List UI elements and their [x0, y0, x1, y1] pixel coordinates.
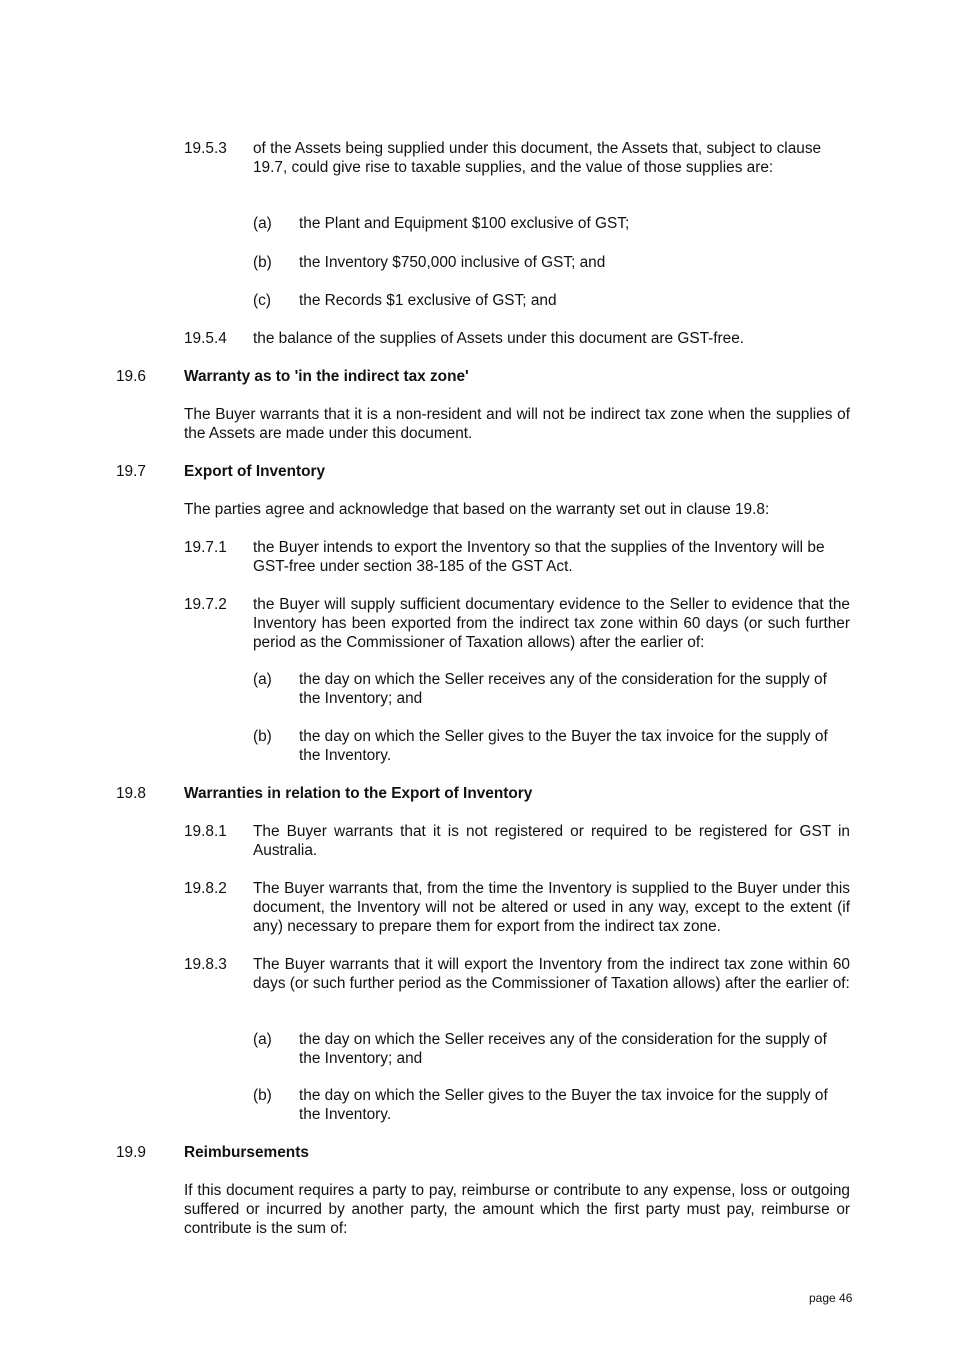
clause-number: 19.8.2 [184, 880, 227, 897]
item-label: (c) [253, 292, 271, 309]
item-text: the day on which the Seller receives any of the consideration for the supply of the Inventory; and [299, 1031, 827, 1067]
section-number: 19.9 [116, 1144, 146, 1161]
item-text: the day on which the Seller receives any of the consideration for the supply of the Inventory; and [299, 671, 827, 707]
section-number: 19.8 [116, 785, 146, 802]
section-number: 19.7 [116, 463, 146, 480]
clause-number: 19.5.3 [184, 140, 227, 157]
section-number: 19.6 [116, 368, 146, 385]
item-label: (a) [253, 671, 272, 688]
clause-number: 19.7.1 [184, 539, 227, 556]
clause-text: the Buyer will supply sufficient documentary evidence to the Seller to evidence that the Inventory has been exported from the indirect tax zone within 60 days (or such further period as the Commissioner of Taxation allows) after the earlier of: [253, 596, 850, 651]
item-text: the Inventory $750,000 inclusive of GST; and [299, 254, 606, 271]
item-label: (b) [253, 254, 272, 271]
clause-text: The Buyer warrants that, from the time the Inventory is supplied to the Buyer under this document, the Inventory will not be altered or used in any way, except to the extent (if any) necessary to prepare them for export from the indirect tax zone. [253, 880, 850, 935]
item-label: (b) [253, 728, 272, 745]
section-heading: Warranties in relation to the Export of Inventory [184, 785, 533, 802]
item-text: the Plant and Equipment $100 exclusive of GST; [299, 215, 630, 232]
clause-number: 19.7.2 [184, 596, 227, 613]
item-label: (a) [253, 215, 272, 232]
item-label: (a) [253, 1031, 272, 1048]
section-body: If this document requires a party to pay, reimburse or contribute to any expense, loss or outgoing suffered or incurred by another party, the amount which the first party must pay, reimburse or contribute is the sum of: [184, 1182, 850, 1237]
section-body: The Buyer warrants that it is a non-resident and will not be indirect tax zone when the supplies of the Assets are made under this document. [184, 406, 850, 442]
item-label: (b) [253, 1087, 272, 1104]
item-text: the day on which the Seller gives to the Buyer the tax invoice for the supply of the Inventory. [299, 1087, 828, 1123]
clause-number: 19.5.4 [184, 330, 227, 347]
clause-text: the Buyer intends to export the Inventory so that the supplies of the Inventory will be GST-free under section 38-185 of the GST Act. [253, 539, 825, 575]
clause-text: of the Assets being supplied under this document, the Assets that, subject to clause 19.7, could give rise to taxable supplies, and the value of those supplies are: [253, 140, 822, 176]
clause-number: 19.8.3 [184, 956, 227, 973]
clause-text: The Buyer warrants that it is not registered or required to be registered for GST in Australia. [253, 823, 850, 859]
section-heading: Reimbursements [184, 1144, 309, 1161]
section-intro: The parties agree and acknowledge that based on the warranty set out in clause 19.8: [184, 501, 770, 518]
section-heading: Export of Inventory [184, 463, 326, 480]
page-number: page 46 [809, 1291, 853, 1305]
section-heading: Warranty as to 'in the indirect tax zone' [184, 368, 469, 385]
clause-number: 19.8.1 [184, 823, 227, 840]
item-text: the Records $1 exclusive of GST; and [299, 292, 557, 309]
clause-text: The Buyer warrants that it will export the Inventory from the indirect tax zone within 60 days (or such further period as the Commissioner of Taxation allows) after the earlier of: [253, 956, 850, 992]
clause-text: the balance of the supplies of Assets under this document are GST-free. [253, 330, 745, 347]
item-text: the day on which the Seller gives to the Buyer the tax invoice for the supply of the Inventory. [299, 728, 828, 764]
